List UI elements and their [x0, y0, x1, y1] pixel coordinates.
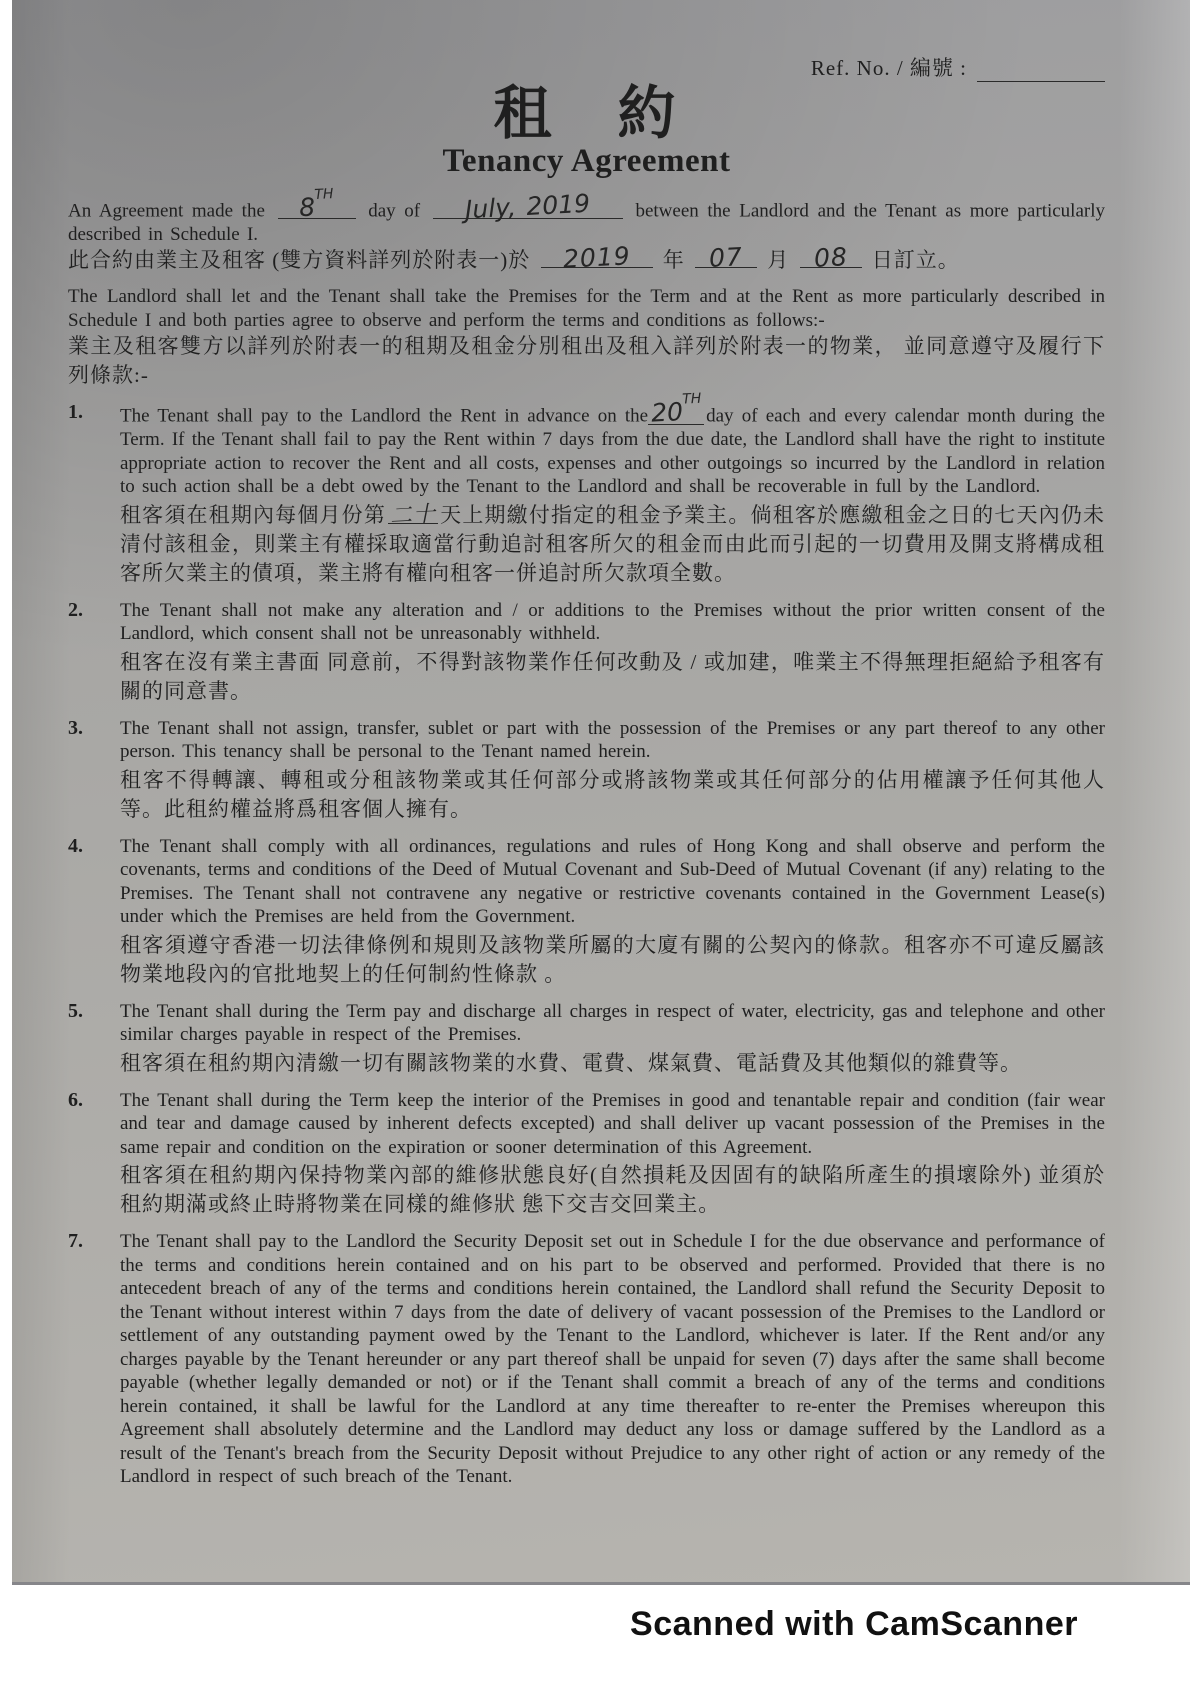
intro-cn-month-label: 月	[767, 248, 790, 273]
clause-1-cn-post: 天上期繳付指定的租金予業主。倘租客於應繳租金之日的七天內仍未清付該租金，則業主有權採取適當行動追討租客所欠的租金而由此而引起的一切費用及開支將構成租客所欠業主的債項，業主將有權向租客一併追討所欠款項全數。	[120, 502, 1105, 585]
clause-2	[68, 599, 1105, 706]
clause-2-body	[120, 599, 1105, 706]
clause-4-chinese: 租客須遵守香港一切法律條例和規則及該物業所屬的大廈有關的公契內的條款。租客亦不可違反屬該物業地段內的官批地契上的任何制約性條款 。	[120, 932, 1105, 986]
clause-3-chinese: 租客不得轉讓、轉租或分租該物業或其任何部分或將該物業或其任何部分的佔用權讓予任何其他人等。此租約權益將爲租客個人擁有。	[120, 767, 1105, 821]
clause-list	[68, 390, 1105, 1488]
clause-1-cn-pre: 租客須在租期內每個月份第	[120, 502, 386, 527]
preamble-english: The Landlord shall let and the Tenant shall take the Premises for the Term and at the Rent as more particularly described in Schedule I and both parties agree to observe and perform the terms and conditions as follows:-	[68, 286, 1105, 331]
ref-number-blank	[977, 61, 1105, 82]
clause-3-english: The Tenant shall not assign, transfer, sublet or part with the possession of the Premises or any part thereof to any other person. This tenancy shall be personal to the Tenant named herein.	[120, 717, 1105, 763]
clause-6-english: The Tenant shall during the Term keep the interior of the Premises in good and tenantable repair and condition (fair wear and tear and damage caused by inherent defects excepted) and shall deliver up vacant possession of the Premises in the same repair and condition on the expiration or sooner determination of this Agreement.	[120, 1089, 1105, 1158]
clause-1-chinese	[120, 501, 1105, 588]
agreement-dayofmonth-field	[800, 242, 862, 274]
camscanner-brand-text: Scanned with CamScanner	[630, 1605, 1078, 1643]
intro-cn-post: 日訂立。	[871, 248, 960, 273]
intro-text-post: between the Landlord and the Tenant as more particularly described in Schedule I.	[68, 200, 1106, 245]
clause-2-english: The Tenant shall not make any alteration and / or additions to the Premises without the prior written consent of the Landlord, which consent shall not be unreasonably withheld.	[120, 599, 1105, 645]
clause-5-body	[120, 1000, 1105, 1078]
intro-cn-pre: 此合約由業主及租客 (雙方資料詳列於附表一)於	[68, 248, 531, 273]
clause-1	[68, 390, 1105, 587]
clause-6-body	[120, 1089, 1105, 1220]
clause-1-en-pre: The Tenant shall pay to the Landlord the Rent in advance on the	[120, 405, 649, 427]
preamble-chinese: 業主及租客雙方以詳列於附表一的租期及租金分別租出及租入詳列於附表一的物業， 並同意遵守及履行下列條款:-	[68, 334, 1105, 388]
intro-text-mid: day of	[368, 200, 421, 222]
rent-day-field	[648, 390, 704, 428]
clause-7	[68, 1230, 1105, 1489]
clause-3-body	[120, 717, 1105, 824]
clause-3-number: 3.	[68, 716, 83, 739]
clause-6-chinese: 租客須在租約期內保持物業內部的維修狀態良好(自然損耗及因固有的缺陷所產生的損壞除外) 並須於租約期滿或終止時將物業在同樣的維修狀 態下交吉交回業主。	[120, 1163, 1105, 1217]
clause-2-number: 2.	[68, 598, 83, 621]
agreement-dayofmonth-handwriting: 08	[812, 242, 849, 274]
rent-day-handwriting: 20TH	[650, 390, 702, 428]
intro-cn-year-label: 年	[662, 248, 685, 273]
clause-4-english: The Tenant shall comply with all ordinances, regulations and rules of Hong Kong and shall observe and perform the covenants, terms and conditions of the Deed of Mutual Covenant and Sub-Deed of Mutual Covenant (if any) relating to the Premises. The Tenant shall not contravene any negative or restrictive covenants contained in the Government Lease(s) under which the Premises are held from the Government.	[120, 835, 1105, 928]
clause-5-number: 5.	[68, 999, 83, 1022]
clause-1-en-post: day of each and every calendar month during the Term. If the Tenant shall fail to pay the Rent within 7 days from the due date, the Landlord shall have the right to institute appropriate action to recover the Rent and all costs, expenses and other outgoings so incurred by the Landlord in relation to such action shall be a debt owed by the Tenant to the Landlord and shall be recoverable in full by the Landlord.	[120, 405, 1105, 498]
agreement-date-handwriting: July, 2019	[464, 188, 591, 225]
clause-4	[68, 835, 1105, 989]
agreement-year-field	[541, 241, 653, 274]
agreement-year-handwriting: 2019	[561, 241, 631, 274]
clause-7-english: The Tenant shall pay to the Landlord the Security Deposit set out in Schedule I for the due observance and performance of the terms and conditions herein contained and on his part to be observed and performed. Provided that there is no antecedent breach of any of the terms and conditions herein contained, the Landlord shall refund the Security Deposit to the Tenant without interest within 7 days from the date of delivery of vacant possession of the Premises to the Landlord or settlement of any outstanding payment owed by the Tenant to the Landlord, whichever is later. If the Rent and/or any charges payable by the Tenant hereunder or any part thereof shall be unpaid for seven (7) days after the same shall become payable (whether legally demanded or not) or if the Tenant shall commit a breach of any of the terms and conditions herein contained, it shall be lawful for the Landlord at any time thereafter to re-enter the Premises whereupon this Agreement shall absolutely determine and the Landlord may deduct any loss or damage suffered by the Landlord as a result of the Tenant's breach from the Security Deposit without Prejudice to any other right of action or any remedy of the Landlord in respect of such breach of the Tenant.	[120, 1231, 1105, 1488]
rent-day-cn-field	[388, 501, 438, 529]
clause-5	[68, 1000, 1105, 1078]
page-content	[68, 0, 1105, 1582]
clause-6-number: 6.	[68, 1088, 83, 1111]
clause-5-english: The Tenant shall during the Term pay and discharge all charges in respect of water, electricity, gas and telephone and other similar charges payable in respect of the Premises.	[120, 1000, 1105, 1046]
intro-paragraph	[68, 185, 1106, 246]
clause-6	[68, 1089, 1105, 1220]
agreement-month-handwriting: 07	[708, 242, 744, 274]
clause-3	[68, 717, 1105, 824]
scanned-page	[12, 0, 1190, 1585]
agreement-month-field	[695, 242, 757, 274]
agreement-date-field	[433, 188, 623, 225]
page-title-english: Tenancy Agreement	[442, 142, 731, 179]
intro-text-pre: An Agreement made the	[68, 200, 265, 222]
clause-7-body	[120, 1230, 1105, 1489]
clause-7-number: 7.	[68, 1230, 83, 1253]
ref-number-label: Ref. No. / 編號 :	[810, 56, 967, 80]
agreement-day-field	[278, 185, 356, 223]
agreement-day-handwriting: 8TH	[298, 185, 334, 223]
clause-4-number: 4.	[68, 834, 83, 857]
intro-paragraph-chinese	[68, 241, 1105, 275]
clause-1-body	[120, 390, 1105, 587]
clause-4-body	[120, 835, 1105, 989]
clause-5-chinese: 租客須在租約期內清繳一切有關該物業的水費、電費、煤氣費、電話費及其他類似的雜費等。	[120, 1050, 1022, 1075]
clause-2-chinese: 租客在沒有業主書面 同意前，不得對該物業作任何改動及 / 或加建，唯業主不得無理拒絕給予租客有關的同意書。	[120, 649, 1105, 703]
clause-1-number: 1.	[68, 401, 83, 424]
rent-day-cn-handwriting: 二十	[389, 501, 437, 529]
camscanner-footer	[0, 1585, 1190, 1684]
ref-number-line	[68, 52, 1105, 82]
clause-1-english	[120, 390, 1105, 498]
page-title-chinese: 租 約	[493, 81, 680, 146]
